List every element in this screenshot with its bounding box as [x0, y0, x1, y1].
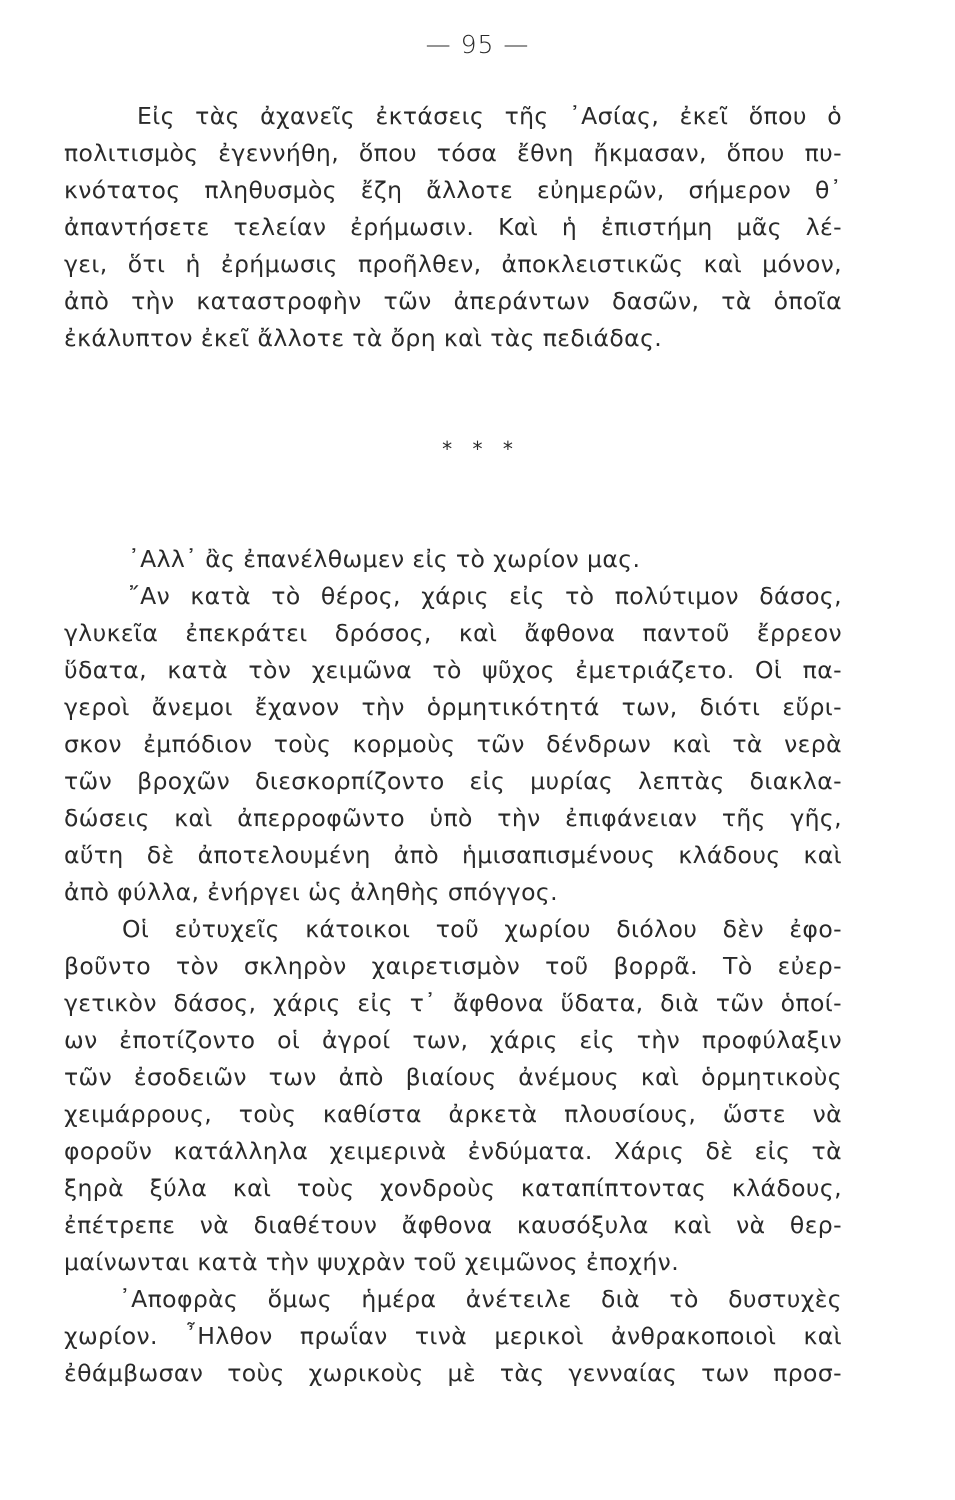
text-line: ῎Αν κατὰ τὸ θέρος, χάρις εἰς τὸ πολύτιμον δάσος, — [128, 582, 842, 610]
text-line: μαίνωνται κατὰ τὴν ψυχρὰν τοῦ χειμῶνος ἐποχήν. — [64, 1248, 680, 1276]
paragraph-village-forest — [64, 541, 842, 1392]
text-line: βοῦντο τὸν σκληρὸν χαιρετισμὸν τοῦ βορρᾶ. Τὸ εὐερ- — [64, 952, 842, 980]
text-line: γεροὶ ἄνεμοι ἔχανον τὴν ὁρμητικότητά των, διότι εὕρι- — [64, 693, 842, 721]
text-line: Οἱ εὐτυχεῖς κάτοικοι τοῦ χωρίου διόλου δὲν ἐφο- — [122, 915, 842, 943]
paragraph-asia-desertification — [64, 98, 842, 357]
text-line: ὕδατα, κατὰ τὸν χειμῶνα τὸ ψῦχος ἐμετριάζετο. Οἱ πα- — [64, 656, 842, 684]
text-line: ἐκάλυπτον ἐκεῖ ἄλλοτε τὰ ὄρη καὶ τὰς πεδιάδας. — [64, 324, 663, 352]
text-line: χωρίον. ῏Ηλθον πρωΐαν τινὰ μερικοὶ ἀνθρακοποιοὶ καὶ — [64, 1322, 842, 1350]
text-line: Εἰς τὰς ἀχανεῖς ἐκτάσεις τῆς ᾿Ασίας, ἐκεῖ ὅπου ὁ — [137, 102, 842, 130]
text-line: κνότατος πληθυσμὸς ἔζη ἄλλοτε εὐημερῶν, σήμερον θ᾿ — [64, 176, 842, 204]
section-separator: * * * — [442, 437, 513, 461]
text-line: τῶν ἐσοδειῶν των ἀπὸ βιαίους ἀνέμους καὶ ὁρμητικοὺς — [64, 1063, 842, 1091]
text-line: χειμάρρους, τοὺς καθίστα ἀρκετὰ πλουσίους, ὥστε νὰ — [64, 1100, 842, 1128]
text-line: ἀπὸ τὴν καταστροφὴν τῶν ἀπεράντων δασῶν, τὰ ὁποῖα — [64, 287, 842, 315]
text-line: ᾿Αποφρὰς ὅμως ἡμέρα ἀνέτειλε διὰ τὸ δυστυχὲς — [119, 1285, 842, 1313]
text-line: ἀπαντήσετε τελείαν ἐρήμωσιν. Καὶ ἡ ἐπιστήμη μᾶς λέ- — [64, 213, 842, 241]
text-line: γει, ὅτι ἡ ἐρήμωσις προῆλθεν, ἀποκλειστικῶς καὶ μόνον, — [64, 250, 842, 278]
text-line: ἐθάμβωσαν τοὺς χωρικοὺς μὲ τὰς γενναίας των προσ- — [64, 1359, 842, 1387]
text-line: φοροῦν κατάλληλα χειμερινὰ ἐνδύματα. Χάρις δὲ εἰς τὰ — [64, 1137, 842, 1165]
text-line: ᾿Αλλ᾿ ἂς ἐπανέλθωμεν εἰς τὸ χωρίον μας. — [128, 545, 641, 573]
text-line: ἀπὸ φύλλα, ἐνήργει ὡς ἀληθὴς σπόγγος. — [64, 878, 558, 906]
text-line: ἐπέτρεπε νὰ διαθέτουν ἄφθονα καυσόξυλα καὶ νὰ θερ- — [64, 1211, 842, 1239]
text-line: γλυκεῖα ἐπεκράτει δρόσος, καὶ ἄφθονα παντοῦ ἔρρεον — [64, 619, 842, 647]
page-number: — 95 — — [425, 30, 530, 59]
text-line: σκον ἐμπόδιον τοὺς κορμοὺς τῶν δένδρων καὶ τὰ νερὰ — [64, 730, 842, 758]
text-line: πολιτισμὸς ἐγεννήθη, ὅπου τόσα ἔθνη ἤκμασαν, ὅπου πυ- — [64, 139, 842, 167]
text-line: δώσεις καὶ ἀπερροφῶντο ὑπὸ τὴν ἐπιφάνειαν τῆς γῆς, — [64, 804, 842, 832]
text-line: ων ἐποτίζοντο οἱ ἀγροί των, χάρις εἰς τὴν προφύλαξιν — [64, 1026, 842, 1054]
text-line: ξηρὰ ξύλα καὶ τοὺς χονδροὺς καταπίπτοντας κλάδους, — [64, 1174, 842, 1202]
text-line: γετικὸν δάσος, χάρις εἰς τ᾿ ἄφθονα ὕδατα, διὰ τῶν ὁποί- — [64, 989, 842, 1017]
text-line: αὕτη δὲ ἀποτελουμένη ἀπὸ ἡμισαπισμένους κλάδους καὶ — [64, 841, 842, 869]
text-line: τῶν βροχῶν διεσκορπίζοντο εἰς μυρίας λεπτὰς διακλα- — [64, 767, 842, 795]
